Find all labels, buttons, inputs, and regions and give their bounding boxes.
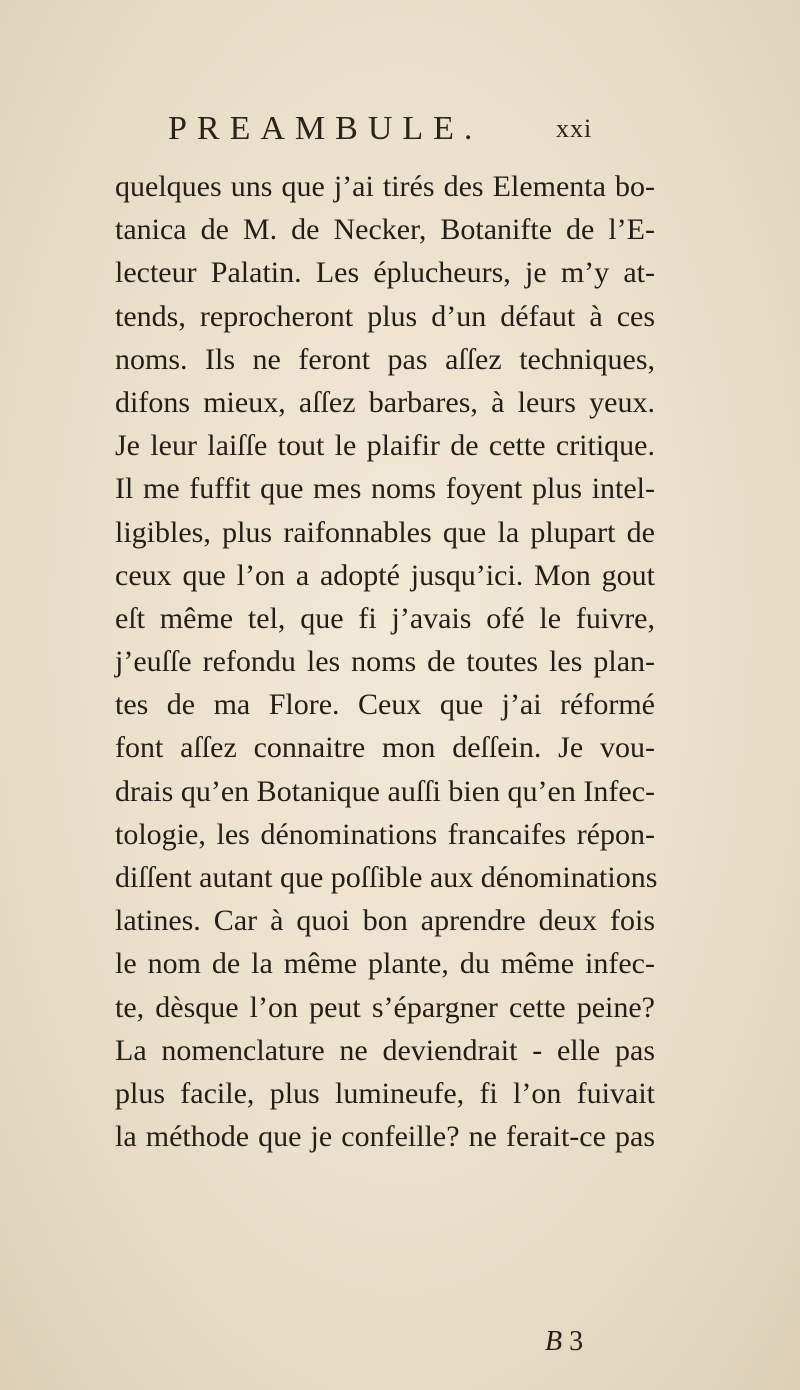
text-line: la méthode que je confeille? ne ferait-ce pas	[115, 1120, 655, 1154]
text-line: quelques uns que j’ai tirés des Elementa bo-	[115, 170, 655, 203]
text-line: tologie, les dénominations francaifes répon-	[115, 817, 655, 851]
text-line: tanica de M. de Necker, Botanifte de l’E-	[115, 213, 655, 247]
text-line: le nom de la même plante, du même infec-	[115, 947, 655, 981]
text-line: ceux que l’on a adopté jusqu’ici. Mon gout	[115, 558, 655, 592]
text-line: drais qu’en Botanique auſſi bien qu’en Infec-	[115, 774, 655, 808]
signature-number: 3	[569, 1326, 584, 1357]
page-number: xxi	[556, 114, 593, 143]
text-line: La nomenclature ne deviendrait - elle pas	[115, 1033, 655, 1067]
text-line: j’euſſe refondu les noms de toutes les plan-	[115, 645, 655, 679]
body-text	[115, 165, 658, 1158]
text-line: tes de ma Flore. Ceux que j’ai réformé	[115, 688, 655, 722]
page-header	[0, 100, 800, 160]
text-line: Je leur laiſſe tout le plaifir de cette critique.	[115, 429, 655, 463]
text-line: noms. Ils ne feront pas aſſez techniques,	[115, 342, 655, 376]
text-line: tends, reprocheront plus d’un défaut à ces	[115, 299, 655, 333]
text-line: difons mieux, aſſez barbares, à leurs yeux.	[115, 385, 655, 419]
text-line: plus facile, plus lumineufe, fi l’on fuivait	[115, 1076, 655, 1110]
text-line: eſt même tel, que fi j’avais ofé le fuivre,	[115, 601, 655, 635]
text-line: Il me fuffit que mes noms foyent plus intel-	[115, 472, 655, 506]
text-line: te, dèsque l’on peut s’épargner cette peine?	[115, 990, 655, 1024]
text-line: font aſſez connaitre mon deſſein. Je vou-	[115, 731, 655, 765]
text-line: lecteur Palatin. Les éplucheurs, je m’y at-	[115, 256, 655, 290]
text-line: latines. Car à quoi bon aprendre deux fois	[115, 904, 655, 938]
signature-letter: B	[545, 1326, 563, 1357]
gathering-signature	[545, 1326, 583, 1358]
running-head: PREAMBULE.	[168, 110, 483, 147]
text-line: diſſent autant que poſſible aux dénominations	[115, 861, 658, 894]
text-line: ligibles, plus raifonnables que la plupart de	[115, 515, 655, 549]
